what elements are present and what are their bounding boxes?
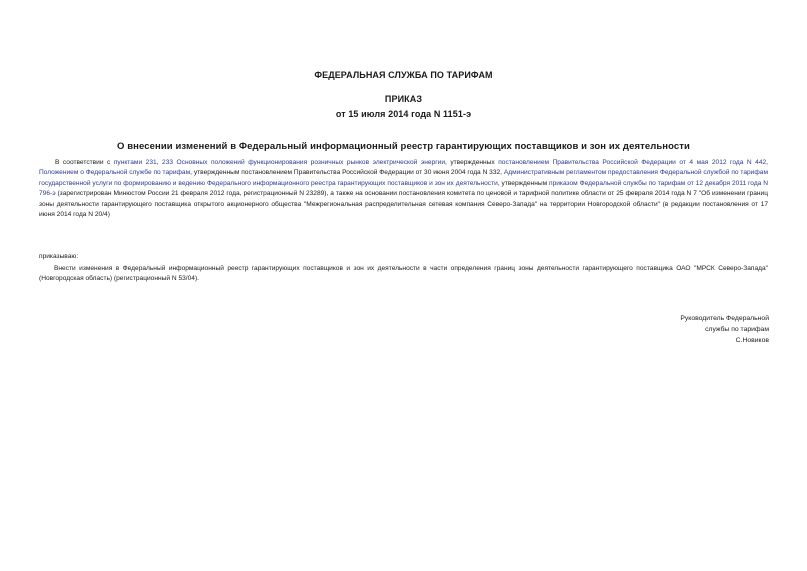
ordered-label: приказываю: [39,253,79,260]
preamble-text: , утвержденных [445,159,499,166]
link-fst-regulation[interactable]: Положением о Федеральной службе по тарифам [39,169,191,177]
link-fst-order-796[interactable]: приказом Федеральной службы по тарифам от 12 декабря 2011 года N 796-э [39,179,768,198]
decision-paragraph: Внести изменения в Федеральный информационный реестр гарантирующих поставщиков и зон их деятельности в части определения границ зоны деятельности гарантирующего поставщика ОАО "МРСК Северо-Запада" (Новгородская область) (регистрационный N 53/04). [39,265,768,283]
document-type: ПРИКАЗ [384,94,423,104]
document-title: О внесении изменений в Федеральный информационный реестр гарантирующих поставщиков и зон их деятельности [116,141,690,152]
preamble-text: , [156,159,163,166]
link-retail-market-provisions[interactable]: 233 Основных положений функционирования розничных рынков электрической энергии [162,159,445,166]
preamble-text: В соответствии с [55,159,114,166]
signature-block [680,313,769,346]
signature-agency: службы по тарифам [705,326,769,333]
link-administrative-regulation[interactable]: Административным регламентом предоставления Федеральной службой по тарифам государственной услуги по формированию и ведению Федерального информационного реестра гарантирующих поставщиков и зон их деятельности [39,169,768,187]
preamble-text: , [766,159,769,166]
preamble-text: (зарегистрирован Минюстом России 21 февраля 2012 года, регистрационный N 23289), а также на основании постановления комитета по ценовой и тарифной политике области от 25 февраля 2014 года N 7 "Об изменении границ зоны деятельности гарантирующего поставщика открытого акционерного общества "Межрегиональная распределительная сетевая компания Северо-Запада" на территории Новгородской области" (в редакции постановления от 17 июня 2014 года N 20/4) [39,190,768,219]
organization-name: ФЕДЕРАЛЬНАЯ СЛУЖБА ПО ТАРИФАМ [314,70,493,80]
preamble-paragraph [39,158,768,220]
preamble-text: , утвержденным постановлением Правительства Российской Федерации от 30 июня 2004 года N 332, [190,169,504,177]
link-clauses-231[interactable]: пунктами 231 [113,159,157,166]
signature-name: С.Новиков [735,337,769,344]
preamble-text: , утвержденным [497,179,550,187]
signature-position: Руководитель Федеральной [680,315,769,322]
document-date: от 15 июля 2014 года N 1151-э [335,109,472,119]
link-government-resolution-442[interactable]: постановлением Правительства Российской Федерации от 4 мая 2012 года N 442 [498,159,767,166]
